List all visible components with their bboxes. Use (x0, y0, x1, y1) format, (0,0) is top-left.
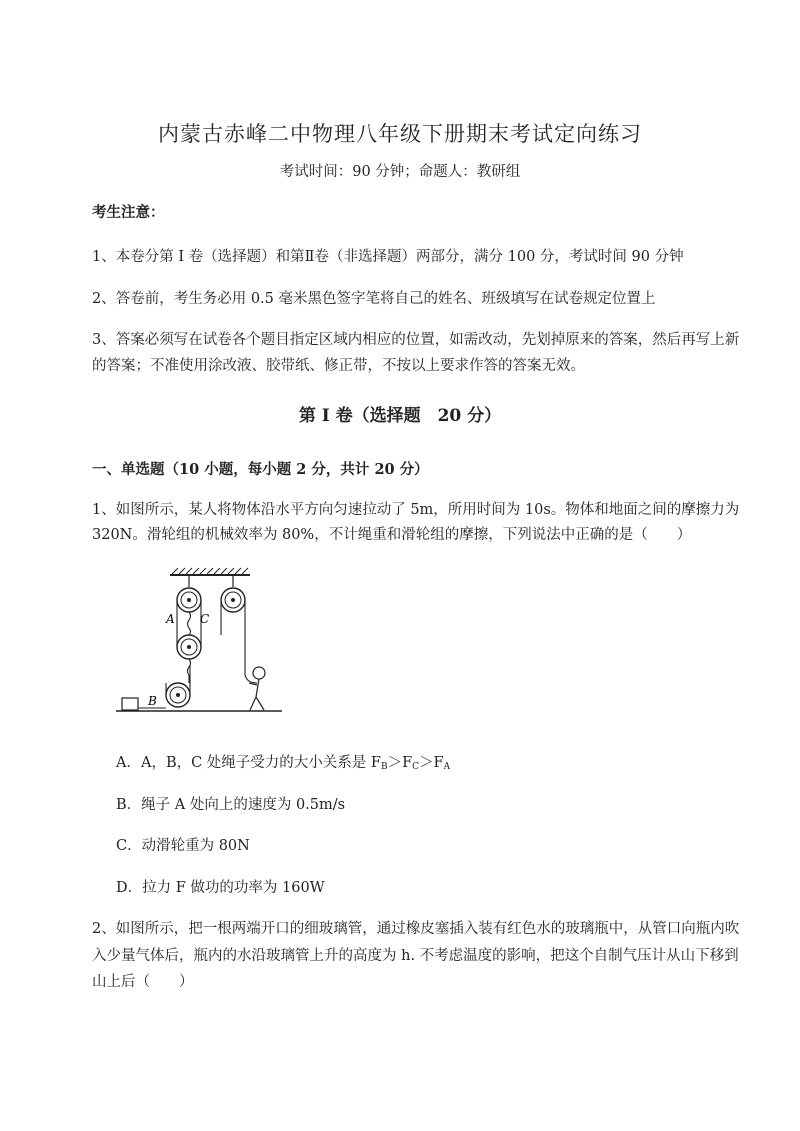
person-figure (249, 667, 265, 710)
notice-item-2: 2、答卷前，考生务必用 0.5 毫米黑色签字笔将自己的姓名、班级填写在试卷规定位置上 (92, 291, 656, 307)
option-a-gt-1: ＞F (387, 755, 413, 771)
label-c: C (200, 612, 210, 626)
page-title: 内蒙古赤峰二中物理八年级下册期末考试定向练习 (158, 122, 642, 146)
label-b: B (148, 694, 157, 708)
notice-item-1: 1、本卷分第 I 卷（选择题）和第Ⅱ卷（非选择题）两部分，满分 100 分，考试时间 90 分钟 (92, 249, 684, 265)
question-2-line-1: 2、如图所示，把一根两端开口的细玻璃管，通过橡皮塞插入装有红色水的玻璃瓶中，从管口向瓶内吹 (92, 921, 740, 937)
block (122, 698, 138, 710)
option-c[interactable]: C．动滑轮重为 80N (116, 838, 250, 854)
middle-pulley (177, 635, 201, 659)
option-a[interactable] (116, 751, 450, 772)
section-title: 第 I 卷（选择题 20 分） (298, 406, 502, 426)
option-a-gt-2: ＞F (419, 755, 444, 771)
fixed-pulley-left (177, 588, 201, 612)
notice-item-3-cont: 的答案；不准使用涂改液、胶带纸、修正带，不按以上要求作答的答案无效。 (92, 358, 585, 374)
pulley-system-figure (112, 565, 292, 720)
option-d[interactable]: D．拉力 F 做功的功率为 160W (116, 880, 325, 896)
question-2-line-2: 入少量气体后，瓶内的水沿玻璃管上升的高度为 h. 不考虑温度的影响，把这个自制气压计从山下移到 (92, 948, 739, 964)
subscript-c: C (412, 762, 420, 772)
option-a-text: A．A，B，C 处绳子受力的大小关系是 F (116, 755, 381, 771)
part-title: 一、单选题（10 小题，每小题 2 分，共计 20 分） (92, 461, 429, 478)
fixed-pulley-right (221, 588, 245, 612)
notice-heading: 考生注意： (92, 204, 165, 221)
question-2-line-3: 山上后（ ） (92, 974, 194, 990)
ceiling-hatching (172, 568, 248, 574)
option-b[interactable]: B．绳子 A 处向上的速度为 0.5m/s (116, 797, 346, 813)
subscript-b: B (380, 762, 388, 772)
exam-info: 考试时间：90 分钟；命题人：教研组 (279, 164, 521, 180)
subscript-a: A (443, 762, 451, 772)
bottom-pulley (166, 683, 190, 707)
label-a: A (166, 612, 175, 626)
notice-item-3: 3、答案必须写在试卷各个题目指定区域内相应的位置，如需改动，先划掉原来的答案，然后再写上新 (92, 332, 740, 348)
question-1-line-2: 320N。滑轮组的机械效率为 80%，不计绳重和滑轮组的摩擦，下列说法中正确的是（ ） (92, 527, 692, 543)
question-1-line-1: 1、如图所示，某人将物体沿水平方向匀速拉动了 5m，所用时间为 10s。物体和地面之间的摩擦力为 (92, 502, 740, 518)
ropes (138, 600, 257, 708)
